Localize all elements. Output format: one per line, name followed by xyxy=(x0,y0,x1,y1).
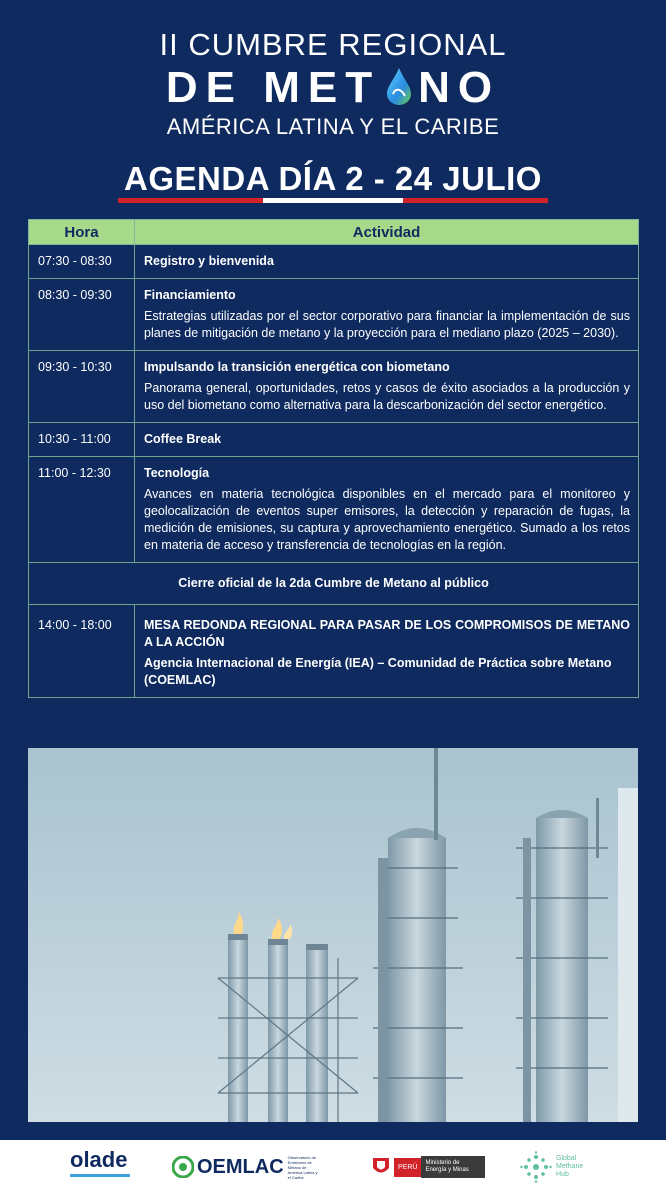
title-underline-red-left xyxy=(118,198,263,203)
table-row xyxy=(29,457,639,563)
table-row xyxy=(29,279,639,351)
row-time: 10:30 - 11:00 xyxy=(29,423,135,457)
activity-description: Avances en materia tecnológica disponibles en el mercado para el monitoreo y geolocalización de eventos super emisores, la detección y reparación de fugas, la medición de emisiones, su captura y aprovechamiento energético. Sumado a los retos en materia de acceso y transferencia de tecnologías en la región. xyxy=(144,487,630,552)
event-title-line2-right: NO xyxy=(418,63,501,112)
event-title-line3: AMÉRICA LATINA Y EL CARIBE xyxy=(166,114,500,139)
activity-title: Financiamiento xyxy=(144,288,236,302)
column-header-actividad: Actividad xyxy=(135,220,639,245)
row-activity xyxy=(135,605,639,698)
activity-description: Panorama general, oportunidades, retos y casos de éxito asociados a la producción y uso del biometano como alternativa para la descarbonización del sector energético. xyxy=(144,381,630,412)
table-row xyxy=(29,245,639,279)
olade-logo xyxy=(70,1148,140,1186)
oemlac-subtitle: Observatorio de Emisiones de Metano de América Latina y el Caribe xyxy=(287,1154,318,1180)
event-title-line2-left: DE MET xyxy=(165,63,381,112)
refinery-photo xyxy=(28,748,638,1122)
activity-title: Impulsando la transición energética con biometano xyxy=(144,360,450,374)
event-header xyxy=(0,28,666,140)
oemlac-logo xyxy=(172,1148,332,1186)
row-time: 09:30 - 10:30 xyxy=(29,351,135,423)
methane-hub-label: Global Methane Hub xyxy=(556,1155,584,1178)
event-title-line2 xyxy=(0,64,666,112)
title-underline-red-right xyxy=(403,198,548,203)
row-activity xyxy=(135,279,639,351)
ministry-label: Ministerio de Energía y Minas xyxy=(421,1156,485,1178)
closing-title: Cierre oficial de la 2da Cumbre de Metano al público xyxy=(178,576,489,590)
table-row xyxy=(29,351,639,423)
agenda-title: AGENDA DÍA 2 - 24 JULIO xyxy=(124,160,542,197)
table-row xyxy=(29,423,639,457)
row-activity xyxy=(135,423,639,457)
column-header-hora: Hora xyxy=(29,220,135,245)
activity-subtitle: Agencia Internacional de Energía (IEA) – Comunidad de Práctica sobre Metano (COEMLAC) xyxy=(144,656,612,687)
table-row xyxy=(29,605,639,698)
activity-description: Estrategias utilizadas por el sector corporativo para financiar la implementación de sus planes de mitigación de metano y la proyección para el mediano plazo (2025 – 2030). xyxy=(144,309,630,340)
activity-title: MESA REDONDA REGIONAL PARA PASAR DE LOS COMPROMISOS DE METANO A LA ACCIÓN xyxy=(144,618,630,649)
global-methane-hub-logo xyxy=(520,1148,600,1186)
minem-peru-logo xyxy=(372,1148,486,1186)
oemlac-logo-text: OEMLAC xyxy=(197,1155,284,1178)
row-activity xyxy=(135,457,639,563)
row-time: 14:00 - 18:00 xyxy=(29,605,135,698)
row-activity xyxy=(135,245,639,279)
olade-logo-text: olade xyxy=(70,1147,128,1172)
event-title-line1: II CUMBRE REGIONAL xyxy=(159,27,507,62)
agenda-table xyxy=(28,219,639,698)
methane-drop-icon xyxy=(384,66,414,106)
table-row xyxy=(29,563,639,605)
row-time: 07:30 - 08:30 xyxy=(29,245,135,279)
row-time: 11:00 - 12:30 xyxy=(29,457,135,563)
agenda-header-row xyxy=(29,220,639,245)
row-activity xyxy=(135,351,639,423)
sponsor-footer xyxy=(0,1140,666,1194)
peru-label: PERÚ xyxy=(394,1158,421,1177)
activity-title: Registro y bienvenida xyxy=(144,254,274,268)
activity-title: Coffee Break xyxy=(144,432,222,446)
oemlac-leaf-icon xyxy=(172,1156,194,1178)
row-time: 08:30 - 09:30 xyxy=(29,279,135,351)
title-underline-white xyxy=(263,198,403,203)
methane-hub-dots-icon xyxy=(520,1151,552,1183)
peru-shield-icon xyxy=(372,1157,390,1177)
activity-title: Tecnología xyxy=(144,466,210,480)
row-closing xyxy=(29,563,639,605)
